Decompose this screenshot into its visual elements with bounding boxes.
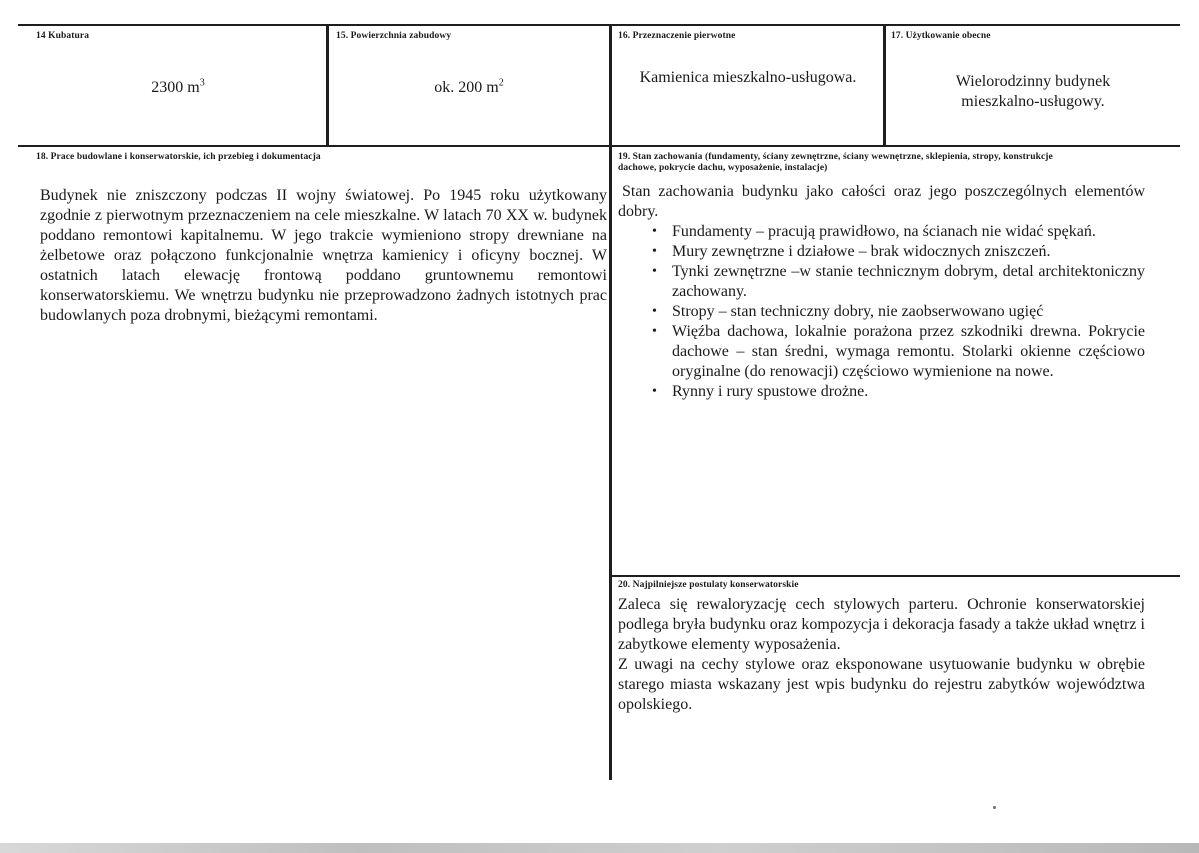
field-15-value: ok. 200 $m^2$ [434, 77, 504, 96]
field-18-label: 18. Prace budowlane i konserwatorskie, ich przebieg i dokumentacja [36, 152, 321, 162]
bullet-icon: • [652, 324, 657, 339]
list-item: • Stropy – stan techniczny dobry, nie zaobserwowano ugięć [652, 303, 1044, 320]
field-14-label: 14 Kubatura [36, 31, 90, 41]
field-20-paragraph-2: Z uwagi na cechy stylowe oraz eksponowane usytuowanie budynku w obrębie starego miasta wskazany jest wpis budynku do rejestru zabytków województwa opolskiego. [618, 656, 1145, 713]
field-18-text: Budynek nie zniszczony podczas II wojny światowej. Po 1945 roku użytkowany zgodnie z pierwotnym przeznaczeniem na cele mieszkalne. W latach 70 XX w. budynek poddano remontowi kapitalnemu. W jego trakcie wymieniono stropy drewniane na żelbetowe oraz połączono funkcjonalnie wnętrza kamienicy i oficyny bocznej. W ostatnich latach elewację frontową poddano gruntownemu remontowi konserwatorskiemu. We wnętrzu budynku nie przeprowadzono żadnych istotnych prac budowlanych poza drobnymi, bieżącymi remontami. [40, 187, 607, 324]
field-16-label: 16. Przeznaczenie pierwotne [618, 31, 736, 41]
scan-edge-strip [0, 843, 1199, 853]
field-14-value: 2300 $m^3$ [151, 77, 205, 96]
field-17-value: Wielorodzinny budynek mieszkalno-usługowy. [955, 73, 1111, 110]
row1-bottom-rule [18, 145, 1180, 147]
divider-16-17 [883, 24, 886, 147]
list-item: • Fundamenty – pracują prawidłowo, na ścianach nie widać spękań. [652, 223, 1096, 240]
top-rule [18, 24, 1180, 26]
section20-top-rule [611, 575, 1180, 577]
bullet-icon: • [652, 264, 657, 279]
bullet-icon: • [652, 384, 657, 399]
field-19-bullet-list [624, 222, 1145, 402]
list-item: • Tynki zewnętrzne –w stanie technicznym dobrym, detal architektoniczny zachowany. [652, 263, 1145, 300]
field-16-value: Kamienica mieszkalno-usługowa. [639, 69, 857, 86]
scan-speck [993, 806, 996, 809]
divider-14-15 [326, 24, 329, 147]
field-20-paragraph-1: Zaleca się rewaloryzację cech stylowych parteru. Ochronie konserwatorskiej podlega bryła budynku oraz kompozycja i dekoracja fasady a także układ wnętrz i zabytkowe elementy wyposażenia. [618, 596, 1145, 653]
field-19-intro: Stan zachowania budynku jako całości oraz jego poszczególnych elementów dobry. [618, 183, 1145, 220]
divider-15-16 [609, 24, 612, 780]
bullet-icon: • [652, 224, 657, 239]
field-19-label: 19. Stan zachowania (fundamenty, ściany zewnętrzne, ściany wewnętrzne, sklepienia, stropy, konstrukcje dachowe, pokrycie dachu, wyposażenie, instalacje) [618, 152, 1053, 173]
bullet-icon: • [652, 304, 657, 319]
list-item: • Rynny i rury spustowe drożne. [652, 383, 869, 400]
field-17-label: 17. Użytkowanie obecne [891, 31, 991, 41]
list-item: • Mury zewnętrzne i działowe – brak widocznych zniszczeń. [652, 243, 1051, 260]
bullet-icon: • [652, 244, 657, 259]
list-item: • Więźba dachowa, lokalnie porażona przez szkodniki drewna. Pokrycie dachowe – stan średni, wymaga remontu. Stolarki okienne częściowo oryginalne (do renowacji) częściowo wymienione na nowe. [652, 323, 1145, 380]
field-15-label: 15. Powierzchnia zabudowy [336, 31, 452, 41]
field-20-text [618, 595, 1145, 715]
field-20-label: 20. Najpilniejsze postulaty konserwatorskie [618, 580, 799, 590]
